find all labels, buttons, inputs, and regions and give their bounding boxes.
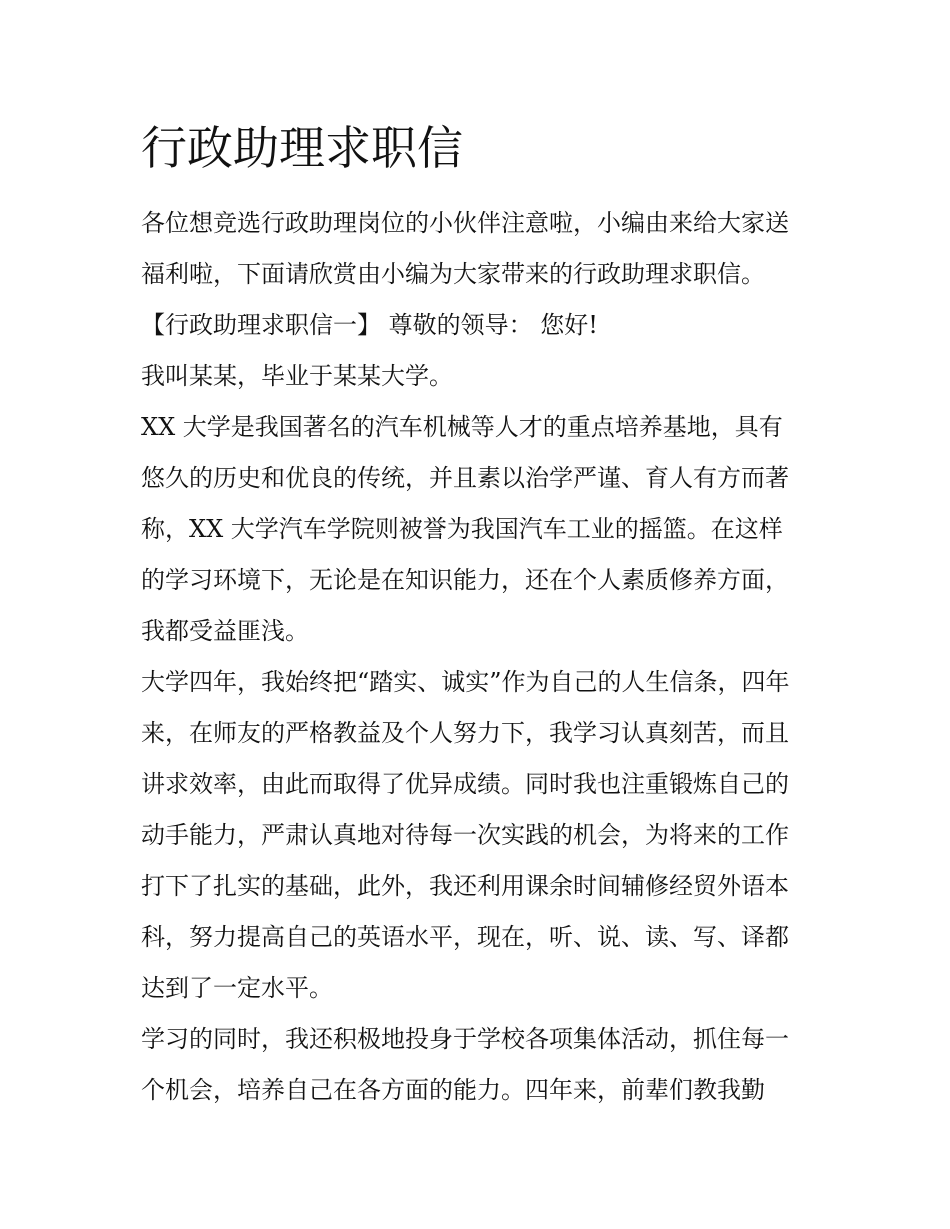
document-title: 行政助理求职信	[141, 121, 463, 175]
body-line: 动手能力，严肃认真地对待每一次实践的机会，为将来的工作	[141, 821, 789, 849]
body-line: 称，XX 大学汽车学院则被誉为我国汽车工业的摇篮。在这样	[141, 515, 783, 543]
body-line: 各位想竞选行政助理岗位的小伙伴注意啦，小编由来给大家送	[141, 209, 789, 237]
body-line: 大学四年，我始终把“踏实、诚实”作为自己的人生信条，四年	[141, 668, 790, 696]
body-line: 科，努力提高自己的英语水平，现在，听、说、读、写、译都	[141, 923, 789, 951]
document-body	[141, 198, 817, 1116]
body-line: 个机会，培养自己在各方面的能力。四年来，前辈们教我勤	[141, 1076, 765, 1104]
body-line: 达到了一定水平。	[141, 974, 333, 1002]
body-line: 【行政助理求职信一】 尊敬的领导： 您好!	[141, 311, 598, 339]
body-line: 来，在师友的严格教益及个人努力下，我学习认真刻苦，而且	[141, 719, 789, 747]
body-line: 打下了扎实的基础，此外，我还利用课余时间辅修经贸外语本	[141, 872, 789, 900]
body-line: 学习的同时，我还积极地投身于学校各项集体活动，抓住每一	[141, 1025, 789, 1053]
body-line: 我叫某某，毕业于某某大学。	[141, 362, 453, 390]
body-line: 的学习环境下，无论是在知识能力，还在个人素质修养方面，	[141, 566, 789, 594]
body-line: 我都受益匪浅。	[141, 617, 309, 645]
body-line: 悠久的历史和优良的传统，并且素以治学严谨、育人有方而著	[141, 464, 789, 492]
body-line: 福利啦，下面请欣赏由小编为大家带来的行政助理求职信。	[141, 260, 765, 288]
body-line: XX 大学是我国著名的汽车机械等人才的重点培养基地，具有	[141, 413, 783, 441]
body-line: 讲求效率，由此而取得了优异成绩。同时我也注重锻炼自己的	[141, 770, 789, 798]
